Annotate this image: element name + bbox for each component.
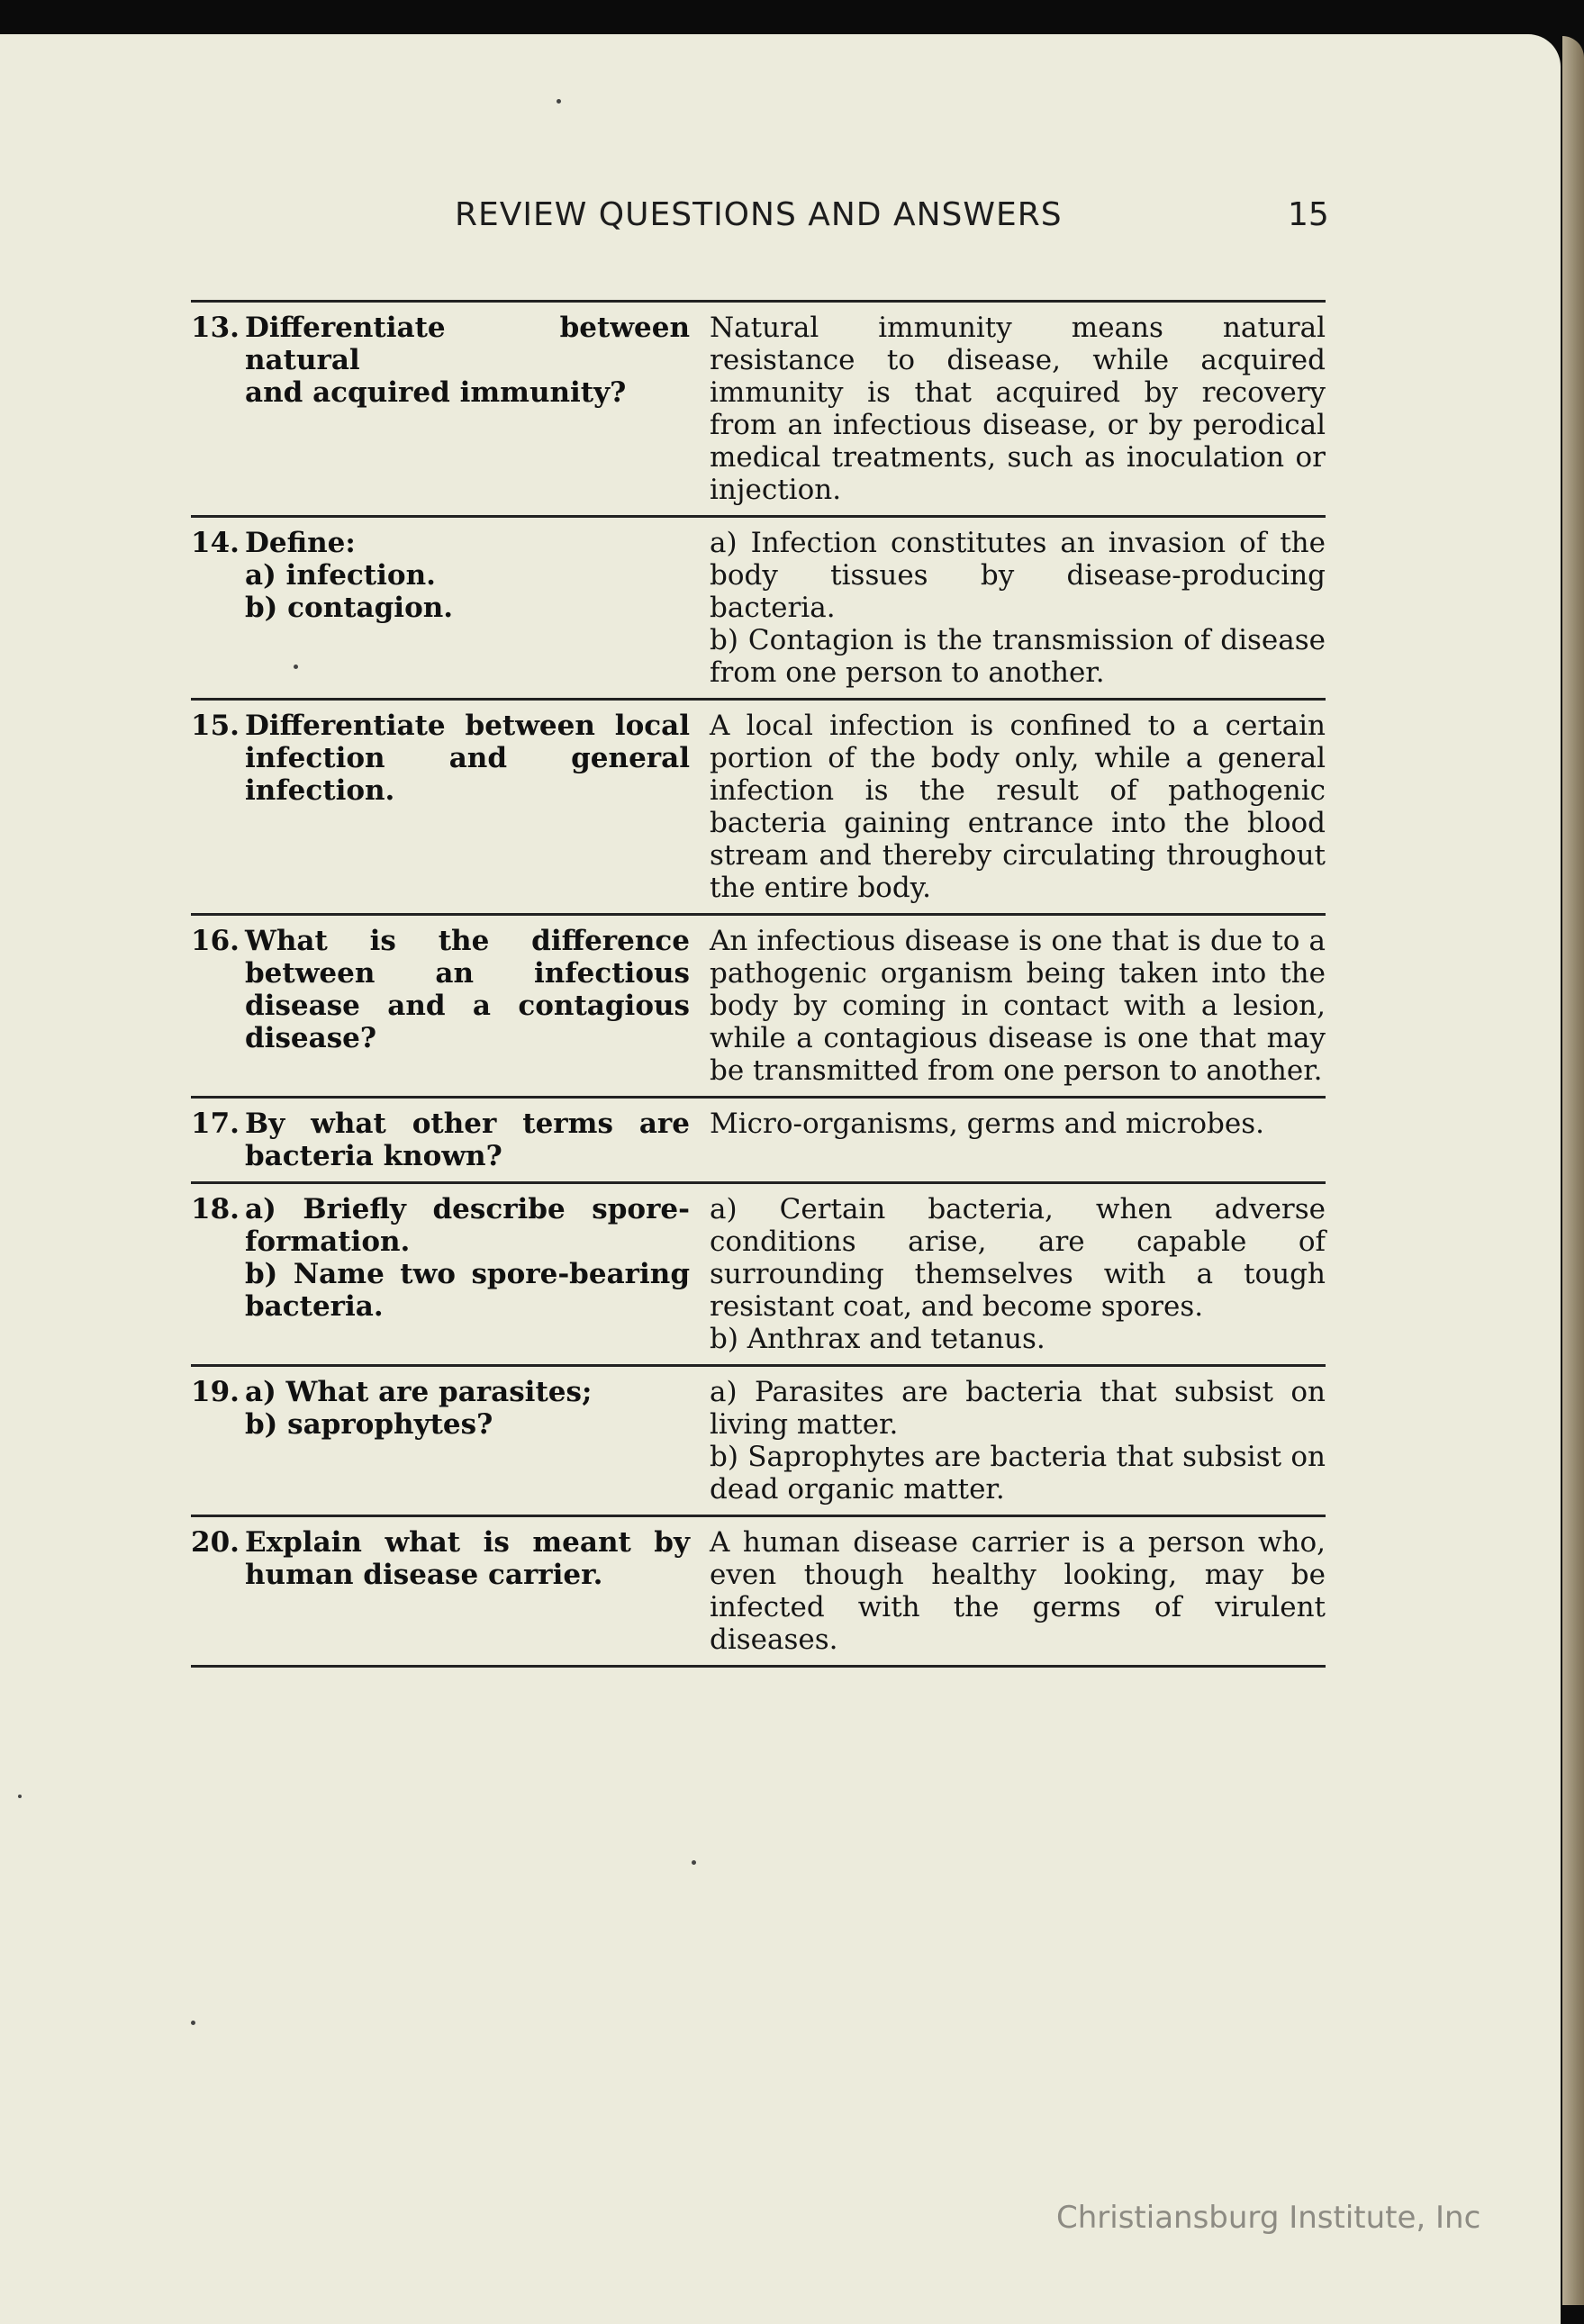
book-page: [0, 34, 1561, 2324]
watermark: Christiansburg Institute, Inc: [1056, 2200, 1481, 2236]
paper-speck: [692, 1860, 696, 1865]
question-line: Differentiate between local infection and general infection.: [245, 710, 690, 807]
question-text: [245, 925, 706, 1087]
question-number: 20.: [191, 1526, 240, 1559]
question-line: What is the difference between an infectious disease and a contagious disease?: [245, 925, 690, 1054]
question-line: a) What are parasites;: [245, 1376, 593, 1408]
paper-speck: [557, 99, 561, 104]
question-line: b) contagion.: [245, 592, 454, 624]
question-line: b) saprophytes?: [245, 1408, 493, 1441]
question-line: and acquired immunity?: [245, 376, 627, 409]
question-text: [245, 1526, 706, 1656]
question-text: [245, 1108, 706, 1172]
answer-text: [706, 1193, 1326, 1355]
question-line: a) Briefly describe spore-formation.: [245, 1193, 690, 1258]
answer-paragraph: A local infection is confined to a certain portion of the body only, while a general infection is the result of pathogenic bacteria gaining entrance into the blood stream and thereby circulating throughout the entire body.: [710, 710, 1326, 904]
answer-paragraph: b) Contagion is the transmission of disease from one person to another.: [710, 624, 1326, 689]
question-line: a) infection.: [245, 559, 436, 592]
question-text: [245, 1376, 706, 1506]
qa-table: [191, 300, 1326, 1668]
answer-paragraph: An infectious disease is one that is due to a pathogenic organism being taken into the body by coming in contact with a lesion, while a contagious disease is one that may be transmitted from one person to another.: [710, 925, 1326, 1087]
page-number: 15: [1288, 196, 1329, 233]
qa-row: [191, 518, 1326, 701]
paper-speck: [18, 1795, 22, 1798]
answer-text: [706, 1526, 1326, 1656]
qa-row: [191, 701, 1326, 916]
answer-text: [706, 1376, 1326, 1506]
qa-row: [191, 1099, 1326, 1184]
page-edge: [1562, 36, 1584, 2305]
question-line: Define:: [245, 527, 356, 559]
question-text: [245, 527, 706, 689]
question-line: By what other terms are bacteria known?: [245, 1108, 690, 1172]
qa-row: [191, 1184, 1326, 1367]
question-line: b) Name two spore-bearing bacteria.: [245, 1258, 690, 1323]
running-head: REVIEW QUESTIONS AND ANSWERS: [455, 196, 1063, 233]
qa-row: [191, 303, 1326, 518]
qa-row: [191, 1367, 1326, 1517]
question-number: 16.: [191, 925, 240, 957]
answer-text: [706, 710, 1326, 904]
paper-speck: [191, 2021, 195, 2025]
question-text: [245, 710, 706, 904]
answer-paragraph: b) Saprophytes are bacteria that subsist on dead organic matter.: [710, 1441, 1326, 1506]
answer-text: [706, 312, 1326, 506]
question-text: [245, 1193, 706, 1355]
answer-text: [706, 925, 1326, 1087]
question-number: 14.: [191, 527, 240, 559]
question-number: 18.: [191, 1193, 240, 1225]
question-text: [245, 312, 706, 506]
answer-paragraph: Natural immunity means natural resistance to disease, while acquired immunity is that acquired by recovery from an infectious disease, or by perodical medical treatments, such as inoculation or injection.: [710, 312, 1326, 506]
qa-row: [191, 1517, 1326, 1668]
question-line: Differentiate between natural: [245, 312, 690, 376]
qa-row: [191, 916, 1326, 1099]
question-number: 19.: [191, 1376, 240, 1408]
answer-paragraph: A human disease carrier is a person who, even though healthy looking, may be infected with the germs of virulent diseases.: [710, 1526, 1326, 1656]
answer-paragraph: Micro-organisms, germs and microbes.: [710, 1108, 1265, 1140]
question-number: 17.: [191, 1108, 240, 1140]
question-line: Explain what is meant by human disease carrier.: [245, 1526, 690, 1591]
answer-paragraph: a) Parasites are bacteria that subsist on living matter.: [710, 1376, 1326, 1441]
answer-paragraph: b) Anthrax and tetanus.: [710, 1323, 1045, 1355]
answer-paragraph: a) Infection constitutes an invasion of the body tissues by disease-producing bacteria.: [710, 527, 1326, 624]
paper-speck: [294, 665, 298, 669]
question-number: 15.: [191, 710, 240, 742]
answer-paragraph: a) Certain bacteria, when adverse conditions arise, are capable of surrounding themselves with a tough resistant coat, and become spores.: [710, 1193, 1326, 1323]
question-number: 13.: [191, 312, 240, 344]
answer-text: [706, 1108, 1326, 1172]
answer-text: [706, 527, 1326, 689]
